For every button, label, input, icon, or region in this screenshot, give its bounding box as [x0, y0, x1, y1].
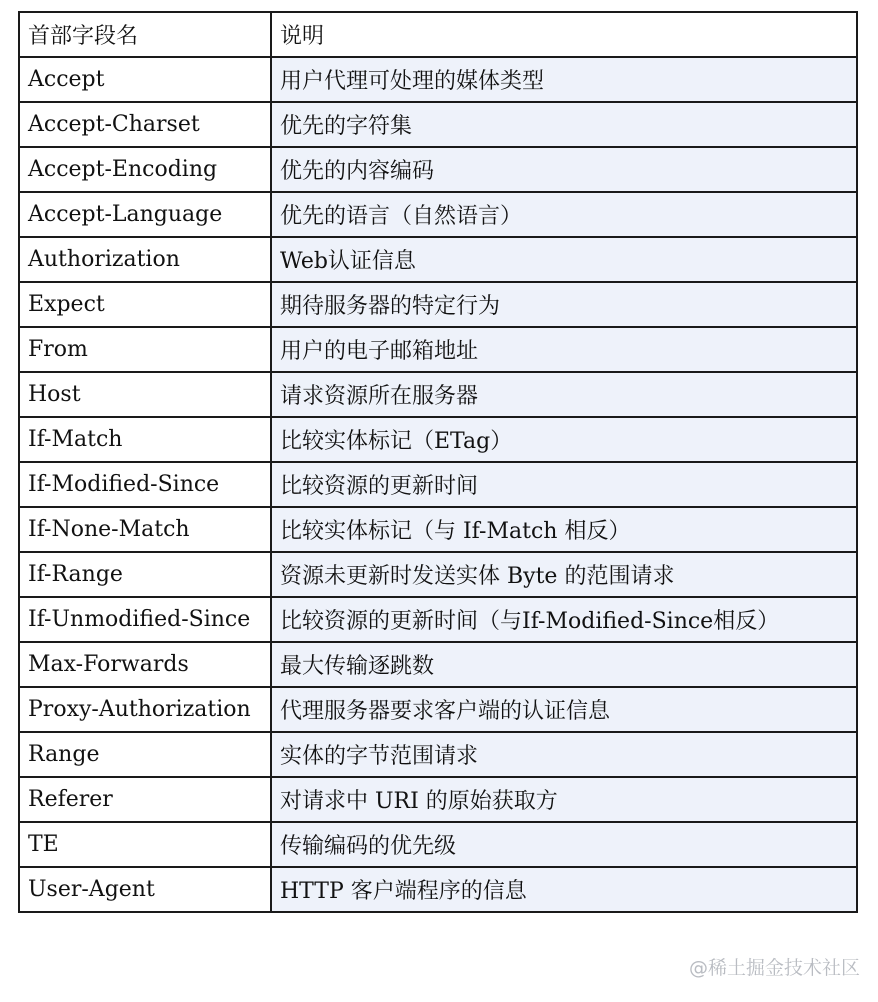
header-field-name-cell: From	[19, 327, 271, 372]
header-field-name-cell: Host	[19, 372, 271, 417]
header-field-name-cell: If-Range	[19, 552, 271, 597]
header-field-name-cell: If-Match	[19, 417, 271, 462]
watermark-logo-text: @稀土掘金技术社区	[688, 957, 860, 979]
table-row	[19, 597, 857, 642]
header-description-cell: 资源未更新时发送实体 Byte 的范围请求	[271, 552, 857, 597]
http-request-header-table	[18, 11, 858, 913]
table-row	[19, 642, 857, 687]
header-field-name-cell: TE	[19, 822, 271, 867]
table-row	[19, 552, 857, 597]
table-row	[19, 57, 857, 102]
table-row	[19, 192, 857, 237]
header-description-cell: 优先的内容编码	[271, 147, 857, 192]
header-description-cell: 实体的字节范围请求	[271, 732, 857, 777]
header-description-cell: 请求资源所在服务器	[271, 372, 857, 417]
header-description-cell: 优先的字符集	[271, 102, 857, 147]
table-row	[19, 417, 857, 462]
table-row	[19, 777, 857, 822]
header-description-cell: 用户代理可处理的媒体类型	[271, 57, 857, 102]
table-row	[19, 327, 857, 372]
header-field-name-cell: Accept-Encoding	[19, 147, 271, 192]
header-description-cell: 比较资源的更新时间（与If-Modified-Since相反）	[271, 597, 857, 642]
header-field-name-cell: If-None-Match	[19, 507, 271, 552]
header-field-name-cell: User-Agent	[19, 867, 271, 912]
header-field-name-cell: Range	[19, 732, 271, 777]
header-description-cell: 传输编码的优先级	[271, 822, 857, 867]
table-row	[19, 687, 857, 732]
table-row	[19, 372, 857, 417]
table-row	[19, 102, 857, 147]
header-description-cell: 比较实体标记（与 If-Match 相反）	[271, 507, 857, 552]
header-description-cell: 比较实体标记（ETag）	[271, 417, 857, 462]
header-field-name-cell: Accept-Charset	[19, 102, 271, 147]
header-description-cell: 用户的电子邮箱地址	[271, 327, 857, 372]
table-header-row	[19, 12, 857, 57]
table-row	[19, 822, 857, 867]
header-field-name-cell: Accept	[19, 57, 271, 102]
header-field-name: 首部字段名	[19, 12, 271, 57]
table-row	[19, 237, 857, 282]
table-row	[19, 507, 857, 552]
header-description-cell: 最大传输逐跳数	[271, 642, 857, 687]
header-description-cell: Web认证信息	[271, 237, 857, 282]
header-field-name-cell: Expect	[19, 282, 271, 327]
header-description: 说明	[271, 12, 857, 57]
header-description-cell: 期待服务器的特定行为	[271, 282, 857, 327]
table-row	[19, 867, 857, 912]
header-field-name-cell: Authorization	[19, 237, 271, 282]
header-field-name-cell: Max-Forwards	[19, 642, 271, 687]
header-field-name-cell: If-Modified-Since	[19, 462, 271, 507]
header-field-name-cell: If-Unmodified-Since	[19, 597, 271, 642]
table-row	[19, 462, 857, 507]
table-row	[19, 282, 857, 327]
table-row	[19, 732, 857, 777]
header-description-cell: 对请求中 URI 的原始获取方	[271, 777, 857, 822]
table-row	[19, 147, 857, 192]
table-body	[19, 12, 857, 912]
header-field-name-cell: Referer	[19, 777, 271, 822]
header-field-name-cell: Proxy-Authorization	[19, 687, 271, 732]
header-field-name-cell: Accept-Language	[19, 192, 271, 237]
header-description-cell: 代理服务器要求客户端的认证信息	[271, 687, 857, 732]
header-description-cell: HTTP 客户端程序的信息	[271, 867, 857, 912]
header-description-cell: 优先的语言（自然语言）	[271, 192, 857, 237]
header-description-cell: 比较资源的更新时间	[271, 462, 857, 507]
